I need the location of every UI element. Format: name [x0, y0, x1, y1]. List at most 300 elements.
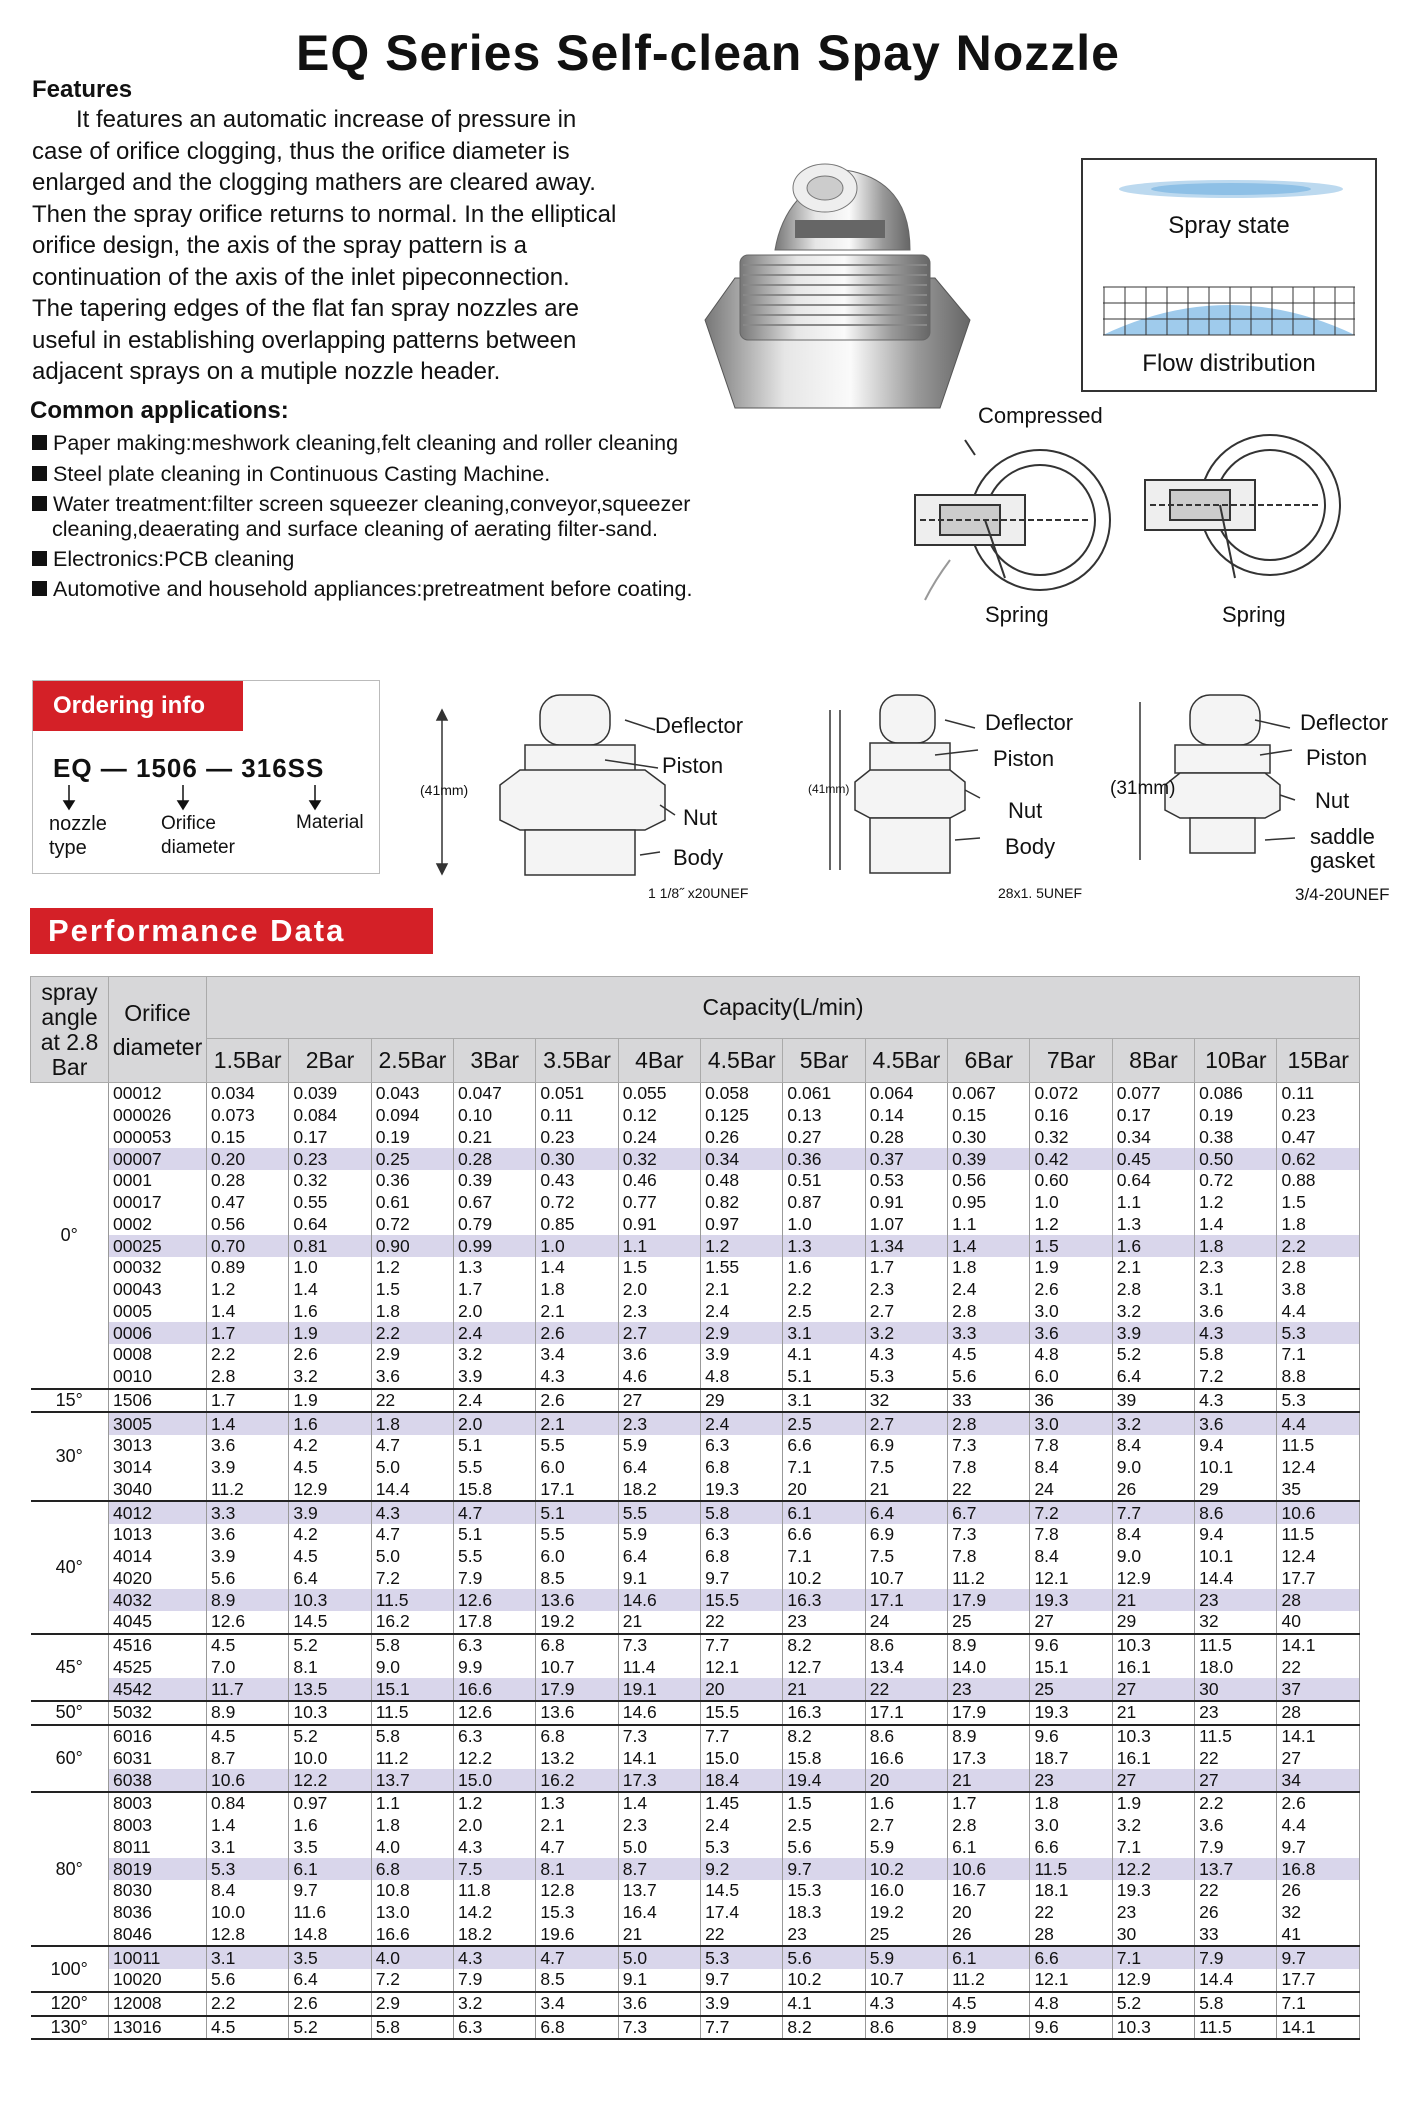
capacity-cell: 21	[1112, 1589, 1194, 1611]
capacity-cell: 0.058	[701, 1083, 783, 1105]
capacity-cell: 3.2	[1112, 1412, 1194, 1435]
capacity-cell: 3.6	[618, 1992, 700, 2016]
pressure-header: 15Bar	[1277, 1039, 1360, 1083]
table-row	[31, 1235, 1360, 1257]
list-item: Automotive and household appliances:pretreatment before coating.	[32, 574, 822, 605]
capacity-cell: 8.4	[1112, 1435, 1194, 1457]
spring-label-2: Spring	[1222, 602, 1286, 627]
capacity-cell: 26	[1112, 1479, 1194, 1502]
capacity-cell: 1.2	[454, 1792, 536, 1815]
capacity-cell: 17.3	[618, 1769, 700, 1792]
capacity-cell: 0.072	[1030, 1083, 1112, 1105]
capacity-cell: 1.6	[289, 1301, 371, 1323]
orifice-cell: 4525	[109, 1657, 207, 1679]
capacity-cell: 7.1	[1112, 1837, 1194, 1859]
pressure-header: 8Bar	[1112, 1039, 1194, 1083]
capacity-cell: 9.7	[1277, 1837, 1360, 1859]
capacity-cell: 13.0	[371, 1902, 453, 1924]
capacity-cell: 12.6	[454, 1701, 536, 1725]
capacity-cell: 7.5	[865, 1546, 947, 1568]
capacity-cell: 17.9	[536, 1678, 618, 1701]
capacity-cell: 4.3	[454, 1837, 536, 1859]
capacity-cell: 1.2	[1030, 1214, 1112, 1236]
capacity-cell: 5.9	[618, 1435, 700, 1457]
capacity-cell: 1.4	[207, 1412, 289, 1435]
capacity-cell: 1.8	[1030, 1792, 1112, 1815]
capacity-cell: 0.48	[701, 1170, 783, 1192]
capacity-cell: 3.1	[207, 1946, 289, 1969]
table-row	[31, 1170, 1360, 1192]
capacity-cell: 2.9	[371, 1344, 453, 1366]
capacity-cell: 0.72	[371, 1214, 453, 1236]
features-line: orifice design, the axis of the spray pattern is a	[32, 232, 527, 259]
table-row	[31, 1769, 1360, 1792]
capacity-cell: 1.9	[289, 1322, 371, 1344]
features-line: case of orifice clogging, thus the orifice diameter is	[32, 137, 570, 165]
capacity-cell: 26	[948, 1924, 1030, 1947]
capacity-cell: 14.4	[371, 1479, 453, 1502]
capacity-cell: 16.1	[1112, 1657, 1194, 1679]
capacity-cell: 8.9	[948, 1634, 1030, 1657]
capacity-cell: 14.1	[618, 1748, 700, 1770]
capacity-cell: 4.3	[865, 1344, 947, 1366]
table-row	[31, 1214, 1360, 1236]
capacity-cell: 2.6	[289, 1992, 371, 2016]
capacity-cell: 0.19	[1195, 1105, 1277, 1127]
capacity-cell: 8.2	[783, 1725, 865, 1748]
capacity-cell: 1.5	[1277, 1192, 1360, 1214]
capacity-cell: 21	[618, 1611, 700, 1634]
capacity-cell: 1.4	[207, 1301, 289, 1323]
diagram3-saddle: saddle	[1310, 824, 1375, 849]
list-item: Paper making:meshwork cleaning,felt cleaning and roller cleaning	[32, 428, 822, 459]
table-row	[31, 1678, 1360, 1701]
capacity-cell: 14.5	[289, 1611, 371, 1634]
capacity-cell: 16.8	[1277, 1858, 1360, 1880]
capacity-cell: 1.2	[1195, 1192, 1277, 1214]
table-row	[31, 1127, 1360, 1149]
capacity-cell: 4.6	[618, 1366, 700, 1389]
capacity-cell: 7.8	[948, 1546, 1030, 1568]
capacity-cell: 4.4	[1277, 1815, 1360, 1837]
capacity-cell: 11.5	[371, 1701, 453, 1725]
capacity-cell: 3.6	[1030, 1322, 1112, 1344]
capacity-cell: 7.7	[701, 2016, 783, 2040]
capacity-cell: 24	[865, 1611, 947, 1634]
capacity-cell: 11.5	[1277, 1435, 1360, 1457]
capacity-cell: 0.32	[289, 1170, 371, 1192]
capacity-cell: 12.7	[783, 1657, 865, 1679]
capacity-cell: 4.0	[371, 1946, 453, 1969]
capacity-cell: 2.5	[783, 1301, 865, 1323]
capacity-cell: 2.9	[701, 1322, 783, 1344]
capacity-cell: 16.0	[865, 1880, 947, 1902]
capacity-cell: 3.6	[207, 1435, 289, 1457]
capacity-cell: 0.91	[618, 1214, 700, 1236]
capacity-cell: 16.7	[948, 1880, 1030, 1902]
capacity-cell: 23	[1195, 1589, 1277, 1611]
capacity-cell: 9.2	[701, 1858, 783, 1880]
orifice-diameter-label: Orifice diameter	[161, 813, 235, 858]
capacity-cell: 4.5	[289, 1546, 371, 1568]
capacity-cell: 2.5	[783, 1815, 865, 1837]
capacity-cell: 1.6	[865, 1792, 947, 1815]
capacity-cell: 3.2	[865, 1322, 947, 1344]
capacity-cell: 16.6	[454, 1678, 536, 1701]
capacity-cell: 10.7	[865, 1568, 947, 1590]
compressed-label: Compressed	[978, 403, 1103, 428]
capacity-cell: 18.2	[454, 1924, 536, 1947]
capacity-cell: 2.1	[536, 1412, 618, 1435]
capacity-cell: 20	[701, 1678, 783, 1701]
capacity-cell: 23	[948, 1678, 1030, 1701]
capacity-cell: 8.9	[948, 1725, 1030, 1748]
capacity-cell: 14.6	[618, 1589, 700, 1611]
table-row	[31, 1837, 1360, 1859]
spring-label-1: Spring	[985, 602, 1049, 627]
table-row	[31, 1611, 1360, 1634]
capacity-cell: 13.2	[536, 1748, 618, 1770]
capacity-cell: 1.5	[783, 1792, 865, 1815]
capacity-cell: 5.0	[371, 1457, 453, 1479]
capacity-cell: 9.9	[454, 1657, 536, 1679]
capacity-cell: 9.0	[1112, 1546, 1194, 1568]
capacity-cell: 7.1	[1277, 1344, 1360, 1366]
capacity-cell: 3.6	[1195, 1412, 1277, 1435]
pressure-header: 5Bar	[783, 1039, 865, 1083]
capacity-cell: 3.2	[1112, 1301, 1194, 1323]
capacity-cell: 0.034	[207, 1083, 289, 1105]
capacity-cell: 6.8	[371, 1858, 453, 1880]
table-row	[31, 1589, 1360, 1611]
capacity-cell: 1.9	[289, 1389, 371, 1413]
diagram1-height: (41mm)	[420, 782, 469, 798]
features-heading: Features	[32, 76, 133, 103]
capacity-cell: 1.07	[865, 1214, 947, 1236]
capacity-cell: 4.5	[207, 1634, 289, 1657]
capacity-cell: 13.6	[536, 1589, 618, 1611]
capacity-cell: 0.039	[289, 1083, 371, 1105]
capacity-cell: 1.7	[207, 1389, 289, 1413]
capacity-cell: 1.7	[948, 1792, 1030, 1815]
capacity-cell: 9.4	[1195, 1524, 1277, 1546]
capacity-cell: 0.60	[1030, 1170, 1112, 1192]
capacity-cell: 6.4	[618, 1457, 700, 1479]
capacity-cell: 14.1	[1277, 2016, 1360, 2040]
table-row	[31, 1701, 1360, 1725]
capacity-cell: 0.79	[454, 1214, 536, 1236]
capacity-cell: 13.7	[1195, 1858, 1277, 1880]
capacity-cell: 0.45	[1112, 1148, 1194, 1170]
capacity-cell: 2.6	[536, 1389, 618, 1413]
capacity-cell: 9.0	[371, 1657, 453, 1679]
capacity-cell: 3.9	[1112, 1322, 1194, 1344]
capacity-cell: 2.7	[618, 1322, 700, 1344]
orifice-cell: 00017	[109, 1192, 207, 1214]
capacity-cell: 25	[1030, 1678, 1112, 1701]
capacity-cell: 1.4	[1195, 1214, 1277, 1236]
features-text	[32, 104, 672, 388]
capacity-cell: 1.8	[1277, 1214, 1360, 1236]
capacity-cell: 3.6	[207, 1524, 289, 1546]
capacity-cell: 2.4	[701, 1815, 783, 1837]
capacity-cell: 9.4	[1195, 1435, 1277, 1457]
capacity-cell: 2.0	[454, 1815, 536, 1837]
capacity-cell: 2.1	[536, 1301, 618, 1323]
table-row	[31, 1725, 1360, 1748]
capacity-cell: 3.4	[536, 1992, 618, 2016]
capacity-cell: 8.2	[783, 2016, 865, 2040]
capacity-cell: 14.6	[618, 1701, 700, 1725]
capacity-cell: 3.2	[1112, 1815, 1194, 1837]
capacity-cell: 5.6	[783, 1946, 865, 1969]
capacity-cell: 0.64	[1112, 1170, 1194, 1192]
mechanism-diagram	[900, 430, 1370, 605]
capacity-cell: 10.3	[1112, 1725, 1194, 1748]
capacity-cell: 0.043	[371, 1083, 453, 1105]
capacity-cell: 1.8	[371, 1412, 453, 1435]
capacity-cell: 1.6	[783, 1257, 865, 1279]
capacity-cell: 6.4	[289, 1969, 371, 1992]
capacity-cell: 9.7	[783, 1858, 865, 1880]
capacity-cell: 4.8	[1030, 1344, 1112, 1366]
capacity-cell: 0.62	[1277, 1148, 1360, 1170]
pressure-header: 3.5Bar	[536, 1039, 618, 1083]
capacity-cell: 6.6	[783, 1435, 865, 1457]
capacity-cell: 0.047	[454, 1083, 536, 1105]
capacity-cell: 8.9	[948, 2016, 1030, 2040]
capacity-cell: 7.8	[1030, 1524, 1112, 1546]
capacity-cell: 15.8	[783, 1748, 865, 1770]
spray-angle-cell: 30°	[31, 1412, 109, 1501]
capacity-cell: 1.7	[865, 1257, 947, 1279]
capacity-cell: 1.2	[371, 1257, 453, 1279]
capacity-cell: 7.7	[1112, 1501, 1194, 1524]
capacity-cell: 3.6	[1195, 1301, 1277, 1323]
capacity-cell: 0.77	[618, 1192, 700, 1214]
capacity-cell: 0.15	[207, 1127, 289, 1149]
capacity-cell: 11.5	[371, 1589, 453, 1611]
orifice-cell: 4542	[109, 1678, 207, 1701]
orifice-cell: 8046	[109, 1924, 207, 1947]
capacity-cell: 6.3	[454, 1725, 536, 1748]
capacity-cell: 3.2	[289, 1366, 371, 1389]
capacity-cell: 28	[1030, 1924, 1112, 1947]
capacity-cell: 1.8	[1195, 1235, 1277, 1257]
capacity-cell: 0.051	[536, 1083, 618, 1105]
capacity-cell: 0.055	[618, 1083, 700, 1105]
capacity-cell: 8.6	[865, 1725, 947, 1748]
capacity-cell: 8.7	[207, 1748, 289, 1770]
capacity-cell: 6.1	[948, 1946, 1030, 1969]
capacity-cell: 7.8	[948, 1457, 1030, 1479]
capacity-cell: 2.3	[618, 1815, 700, 1837]
table-row	[31, 1389, 1360, 1413]
capacity-cell: 17.7	[1277, 1969, 1360, 1992]
capacity-cell: 7.1	[783, 1457, 865, 1479]
capacity-cell: 8.1	[289, 1657, 371, 1679]
capacity-cell: 5.0	[618, 1837, 700, 1859]
capacity-cell: 27	[1030, 1611, 1112, 1634]
diagram1-body: Body	[673, 845, 724, 870]
capacity-cell: 7.8	[1030, 1435, 1112, 1457]
capacity-cell: 5.6	[207, 1969, 289, 1992]
table-row	[31, 1501, 1360, 1524]
capacity-cell: 7.7	[701, 1634, 783, 1657]
diagram3-gasket: gasket	[1310, 848, 1375, 873]
spray-angle-cell: 0°	[31, 1083, 109, 1389]
capacity-cell: 30	[1195, 1678, 1277, 1701]
capacity-cell: 11.6	[289, 1902, 371, 1924]
capacity-cell: 8.2	[783, 1634, 865, 1657]
capacity-cell: 0.12	[618, 1105, 700, 1127]
capacity-cell: 4.5	[289, 1457, 371, 1479]
capacity-cell: 1.3	[783, 1235, 865, 1257]
capacity-cell: 0.10	[454, 1105, 536, 1127]
capacity-cell: 12.9	[1112, 1568, 1194, 1590]
capacity-cell: 0.073	[207, 1105, 289, 1127]
capacity-cell: 0.87	[783, 1192, 865, 1214]
capacity-cell: 8.1	[536, 1858, 618, 1880]
list-item: Steel plate cleaning in Continuous Casting Machine.	[32, 459, 822, 490]
capacity-cell: 2.9	[371, 1992, 453, 2016]
capacity-cell: 7.0	[207, 1657, 289, 1679]
spray-angle-cell: 45°	[31, 1634, 109, 1701]
capacity-cell: 32	[1277, 1902, 1360, 1924]
capacity-cell: 3.1	[783, 1322, 865, 1344]
capacity-cell: 3.9	[289, 1501, 371, 1524]
capacity-cell: 8.8	[1277, 1366, 1360, 1389]
capacity-cell: 11.5	[1195, 1725, 1277, 1748]
capacity-cell: 1.2	[701, 1235, 783, 1257]
capacity-cell: 2.6	[536, 1322, 618, 1344]
features-line: adjacent sprays on a mutiple nozzle header.	[32, 358, 501, 385]
capacity-cell: 2.6	[1030, 1279, 1112, 1301]
capacity-cell: 15.0	[701, 1748, 783, 1770]
capacity-cell: 21	[783, 1678, 865, 1701]
capacity-cell: 18.4	[701, 1769, 783, 1792]
spray-angle-cell: 80°	[31, 1792, 109, 1946]
capacity-cell: 0.11	[1277, 1083, 1360, 1105]
orifice-cell: 4020	[109, 1568, 207, 1590]
table-row	[31, 1657, 1360, 1679]
capacity-cell: 6.1	[289, 1858, 371, 1880]
capacity-cell: 0.24	[618, 1127, 700, 1149]
capacity-cell: 5.5	[454, 1457, 536, 1479]
capacity-cell: 5.2	[289, 1725, 371, 1748]
orifice-cell: 6016	[109, 1725, 207, 1748]
capacity-cell: 10.2	[783, 1969, 865, 1992]
spray-angle-cell: 50°	[31, 1701, 109, 1725]
capacity-cell: 9.7	[701, 1568, 783, 1590]
capacity-cell: 1.1	[1112, 1192, 1194, 1214]
capacity-cell: 6.4	[1112, 1366, 1194, 1389]
capacity-cell: 8.9	[207, 1589, 289, 1611]
capacity-cell: 12.8	[207, 1924, 289, 1947]
table-row	[31, 1568, 1360, 1590]
capacity-cell: 2.3	[618, 1412, 700, 1435]
capacity-cell: 6.3	[701, 1435, 783, 1457]
capacity-cell: 5.3	[1277, 1389, 1360, 1413]
capacity-cell: 0.067	[948, 1083, 1030, 1105]
capacity-cell: 0.47	[207, 1192, 289, 1214]
capacity-cell: 0.061	[783, 1083, 865, 1105]
pressure-header: 4Bar	[618, 1039, 700, 1083]
capacity-cell: 0.36	[371, 1170, 453, 1192]
capacity-cell: 4.7	[454, 1501, 536, 1524]
capacity-cell: 0.28	[865, 1127, 947, 1149]
orifice-cell: 4012	[109, 1501, 207, 1524]
capacity-cell: 0.19	[371, 1127, 453, 1149]
capacity-cell: 8.9	[207, 1701, 289, 1725]
capacity-cell: 5.8	[1195, 1344, 1277, 1366]
capacity-cell: 0.084	[289, 1105, 371, 1127]
capacity-cell: 12.1	[1030, 1969, 1112, 1992]
orifice-cell: 3005	[109, 1412, 207, 1435]
capacity-cell: 1.3	[536, 1792, 618, 1815]
capacity-cell: 11.8	[454, 1880, 536, 1902]
capacity-cell: 1.1	[371, 1792, 453, 1815]
table-row	[31, 1366, 1360, 1389]
nozzle-type-label: nozzle type	[49, 813, 107, 859]
capacity-cell: 0.14	[865, 1105, 947, 1127]
capacity-cell: 21	[1112, 1701, 1194, 1725]
capacity-cell: 11.4	[618, 1657, 700, 1679]
capacity-cell: 33	[948, 1389, 1030, 1413]
capacity-cell: 16.3	[783, 1701, 865, 1725]
capacity-cell: 0.39	[948, 1148, 1030, 1170]
capacity-cell: 15.1	[1030, 1657, 1112, 1679]
capacity-cell: 9.6	[1030, 1634, 1112, 1657]
capacity-cell: 8.4	[1030, 1546, 1112, 1568]
orifice-cell: 8036	[109, 1902, 207, 1924]
capacity-cell: 4.3	[1195, 1322, 1277, 1344]
capacity-cell: 2.5	[783, 1412, 865, 1435]
capacity-cell: 14.8	[289, 1924, 371, 1947]
capacity-cell: 5.1	[783, 1366, 865, 1389]
capacity-cell: 5.0	[371, 1546, 453, 1568]
capacity-cell: 17.9	[948, 1701, 1030, 1725]
capacity-cell: 17.7	[1277, 1568, 1360, 1590]
capacity-cell: 1.9	[1112, 1792, 1194, 1815]
capacity-cell: 3.5	[289, 1946, 371, 1969]
capacity-cell: 18.3	[783, 1902, 865, 1924]
table-row	[31, 1546, 1360, 1568]
applications-heading: Common applications:	[30, 397, 289, 424]
capacity-cell: 1.7	[454, 1279, 536, 1301]
capacity-cell: 18.0	[1195, 1657, 1277, 1679]
capacity-cell: 1.0	[783, 1214, 865, 1236]
capacity-cell: 1.0	[536, 1235, 618, 1257]
table-row	[31, 1858, 1360, 1880]
capacity-cell: 2.2	[371, 1322, 453, 1344]
capacity-cell: 10.8	[371, 1880, 453, 1902]
capacity-cell: 0.47	[1277, 1127, 1360, 1149]
spray-angle-cell: 100°	[31, 1946, 109, 1992]
capacity-cell: 6.4	[289, 1568, 371, 1590]
capacity-cell: 0.90	[371, 1235, 453, 1257]
capacity-cell: 37	[1277, 1678, 1360, 1701]
capacity-cell: 6.1	[783, 1501, 865, 1524]
capacity-cell: 6.8	[536, 1634, 618, 1657]
capacity-cell: 15.5	[701, 1589, 783, 1611]
capacity-cell: 3.6	[618, 1344, 700, 1366]
capacity-cell: 4.7	[536, 1946, 618, 1969]
pressure-header: 10Bar	[1195, 1039, 1277, 1083]
capacity-cell: 5.1	[536, 1501, 618, 1524]
ordering-arrows	[33, 781, 379, 811]
capacity-cell: 9.7	[1277, 1946, 1360, 1969]
